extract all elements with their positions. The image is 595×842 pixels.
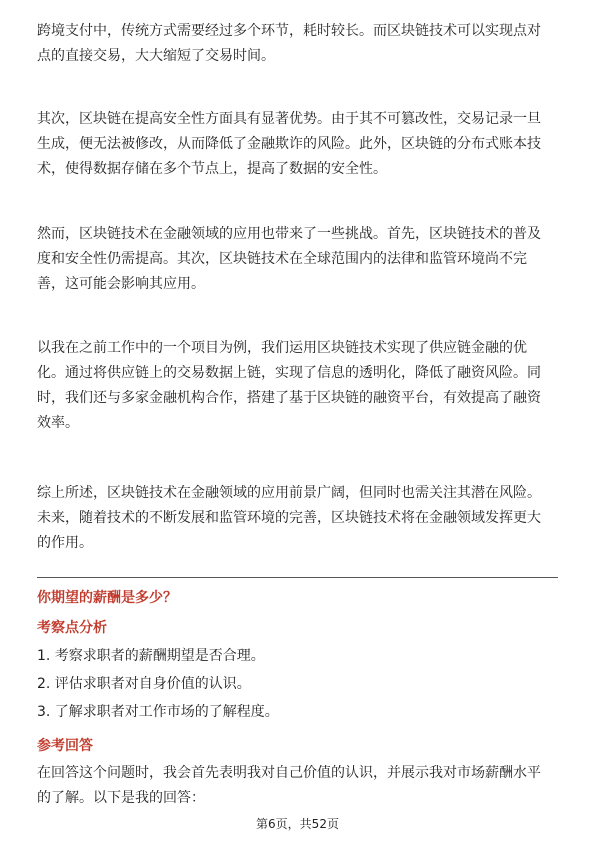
- paragraph-line: 化。通过将供应链上的交易数据上链，实现了信息的透明化，降低了融资风险。同: [37, 365, 541, 381]
- analysis-item: 2. 评估求职者对自身价值的认识。: [37, 676, 251, 692]
- paragraph-line: 跨境支付中，传统方式需要经过多个环节，耗时较长。而区块链技术可以实现点对: [37, 23, 541, 39]
- body-paragraph: [37, 336, 562, 436]
- page-number: 第6页，共52页: [256, 817, 339, 831]
- paragraph-line: 然而，区块链技术在金融领域的应用也带来了一些挑战。首先，区块链技术的普及: [37, 226, 541, 242]
- paragraph-line: 以我在之前工作中的一个项目为例，我们运用区块链技术实现了供应链金融的优: [37, 340, 527, 356]
- paragraph-line: 的了解。以下是我的回答：: [37, 790, 205, 806]
- analysis-title: 考察点分析: [37, 620, 107, 636]
- body-paragraph: [37, 107, 562, 182]
- paragraph-line: 时，我们还与多家金融机构合作，搭建了基于区块链的融资平台，有效提高了融资: [37, 390, 541, 406]
- paragraph-line: 效率。: [37, 415, 79, 431]
- body-paragraph: [37, 19, 562, 69]
- paragraph-line: 未来，随着技术的不断发展和监管环境的完善，区块链技术将在金融领域发挥更大: [37, 510, 541, 526]
- paragraph-line: 点的直接交易，大大缩短了交易时间。: [37, 48, 275, 64]
- paragraph-line: 其次，区块链在提高安全性方面具有显著优势。由于其不可篡改性，交易记录一旦: [37, 111, 541, 127]
- body-paragraph: [37, 222, 562, 297]
- answer-paragraph: [37, 761, 562, 811]
- analysis-item: 3. 了解求职者对工作市场的了解程度。: [37, 704, 279, 720]
- question-heading: 你期望的薪酬是多少？: [37, 590, 177, 606]
- paragraph-line: 术，使得数据存储在多个节点上，提高了数据的安全性。: [37, 161, 387, 177]
- section-divider: [37, 577, 558, 578]
- paragraph-line: 生成，便无法被修改，从而降低了金融欺诈的风险。此外，区块链的分布式账本技: [37, 136, 541, 152]
- paragraph-line: 善，这可能会影响其应用。: [37, 276, 205, 292]
- paragraph-line: 的作用。: [37, 535, 93, 551]
- paragraph-line: 综上所述，区块链技术在金融领域的应用前景广阔，但同时也需关注其潜在风险。: [37, 485, 541, 501]
- paragraph-line: 度和安全性仍需提高。其次，区块链技术在全球范围内的法律和监管环境尚不完: [37, 251, 527, 267]
- analysis-item: 1. 考察求职者的薪酬期望是否合理。: [37, 648, 265, 664]
- body-paragraph: [37, 481, 562, 556]
- paragraph-line: 在回答这个问题时，我会首先表明我对自己价值的认识，并展示我对市场薪酬水平: [37, 765, 541, 781]
- answer-title: 参考回答: [37, 738, 93, 754]
